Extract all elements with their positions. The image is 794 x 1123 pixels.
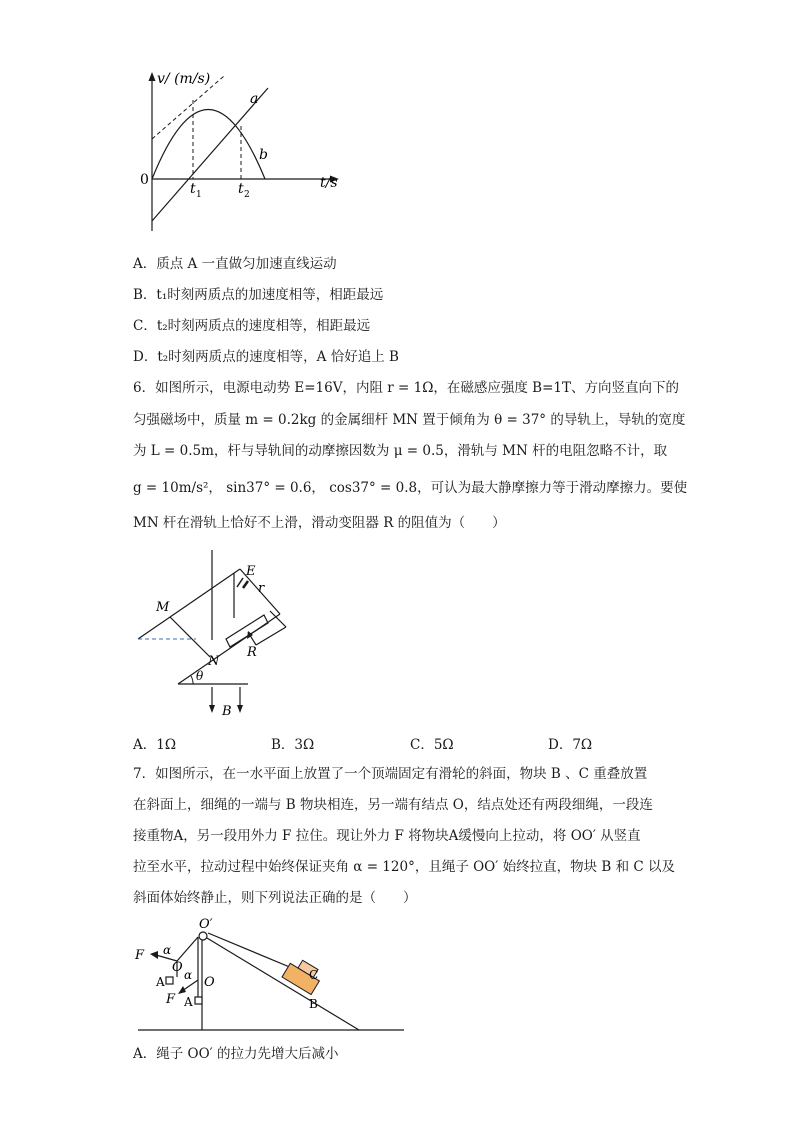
label-b: b: [259, 147, 268, 163]
theta-arc: [191, 676, 193, 684]
label-o-left: O: [172, 960, 183, 975]
q5-option-d: D．t₂时刻两质点的速度相等，A 恰好追上 B: [133, 349, 399, 365]
q5-option-b: B．t₁时刻两质点的加速度相等，相距最远: [133, 287, 384, 303]
t2-sub: 2: [244, 190, 250, 200]
q6-option-b: B．3Ω: [271, 737, 315, 753]
label-rheostat: R: [247, 645, 257, 660]
rope-oo-prime-slanted: [177, 937, 198, 961]
q6-line-2: 匀强磁场中，质量 m = 0.2kg 的金属细杆 MN 置于倾角为 θ = 37° 的导轨上，导轨的宽度: [133, 412, 686, 428]
label-a-mid: A: [184, 995, 193, 1009]
q7-option-a: A．绳子 OO′ 的拉力先增大后减小: [133, 1046, 339, 1062]
label-a-left: A: [156, 975, 165, 989]
q6-line-5: MN 杆在滑轨上恰好不上滑，滑动变阻器 R 的阻值为（ ）: [133, 515, 506, 531]
rod-mn: [170, 617, 210, 657]
q6-line-1: 6．如图所示，电源电动势 E=16V，内阻 r = 1Ω，在磁感应强度 B=1T、方向竖直向下的: [133, 380, 680, 396]
origin-label: 0: [140, 172, 149, 188]
q7-line-4: 拉至水平，拉动过程中始终保证夹角 α = 120°，且绳子 OO′ 始终拉直，物块 B 和 C 以及: [133, 859, 676, 875]
t2-label: t: [238, 181, 244, 197]
battery-plate-1: [237, 578, 243, 587]
q7-line-5: 斜面体始终静止，则下列说法正确的是（ ）: [133, 890, 417, 906]
weight-a-mid: [195, 997, 202, 1004]
f-arrow-mid-icon: [178, 986, 186, 994]
q6-options: [133, 733, 733, 753]
x-axis-label: t/s: [320, 175, 338, 191]
q5-option-a: A．质点 A 一直做匀加速直线运动: [133, 256, 337, 272]
y-axis-label: v/ (m/s): [157, 71, 211, 87]
y-axis-arrow: [149, 72, 156, 81]
b-arrow-1-head: [209, 705, 215, 713]
q5-option-c: C．t₂时刻两质点的速度相等，相距最远: [133, 318, 371, 334]
label-n: N: [208, 654, 220, 669]
label-o-mid: O: [204, 975, 215, 990]
q7-line-3: 接重物A，另一段用外力 F 拉住。现让外力 F 将物块A缓慢向上拉动，将 OO′ 从竖直: [133, 828, 641, 844]
vt-graph: [140, 66, 340, 236]
f-arrow-top-icon: [150, 951, 158, 959]
label-f-mid: F: [166, 992, 176, 1007]
q6-option-d: D．7Ω: [548, 737, 593, 753]
label-b: B: [309, 997, 318, 1011]
label-r: r: [258, 581, 265, 596]
incline-pulley-figure: [132, 915, 407, 1035]
label-c: C: [309, 968, 319, 982]
q6-option-a: A．1Ω: [133, 737, 177, 753]
label-m: M: [156, 600, 170, 615]
label-alpha-mid: α: [184, 968, 193, 982]
curve-b: [152, 110, 265, 180]
battery-plate-2: [243, 581, 248, 588]
slider-wire: [256, 627, 286, 645]
q6-option-c: C．5Ω: [410, 737, 454, 753]
t1-sub: 1: [196, 190, 202, 200]
weight-a-left: [166, 977, 173, 984]
q6-line-4: g = 10m/s²， sin37° = 0.6， cos37° = 0.8，可认为最大静摩擦力等于滑动摩擦力。要使: [133, 480, 688, 496]
label-o-prime: O′: [199, 917, 213, 932]
incline-slope: [202, 935, 359, 1030]
label-e: E: [246, 564, 256, 579]
q6-line-3: 为 L = 0.5m，杆与导轨间的动摩擦因数为 μ = 0.5，滑轨与 MN 杆的电阻忽略不计，取: [133, 443, 668, 459]
label-alpha-top: α: [163, 943, 172, 957]
b-arrow-2-head: [237, 705, 243, 713]
label-b-field: B: [222, 704, 232, 719]
t1-label: t: [190, 181, 196, 197]
q7-line-1: 7．如图所示，在一水平面上放置了一个顶端固定有滑轮的斜面，物块 B 、C 重叠放置: [133, 766, 648, 782]
line-a: [152, 88, 268, 221]
label-f-top: F: [135, 948, 145, 963]
q7-line-2: 在斜面上，细绳的一端与 B 物块相连，另一端有结点 O，结点处还有两段细绳，一段连: [133, 797, 653, 813]
pulley-icon: [199, 932, 207, 940]
rail-circuit-figure: [130, 545, 290, 720]
label-theta: θ: [196, 669, 204, 683]
upper-rail: [138, 569, 240, 639]
label-a: a: [250, 91, 259, 107]
